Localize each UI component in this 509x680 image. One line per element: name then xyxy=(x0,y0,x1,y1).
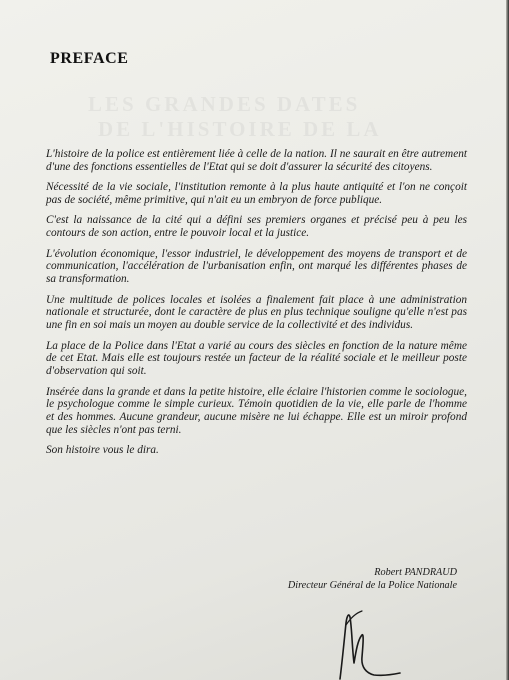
author-title: Directeur Général de la Police Nationale xyxy=(287,580,457,591)
paragraph: Nécessité de la vie sociale, l'institution remonte à la plus haute antiquité et l'on ne conçoit pas de société, même primitive, qui n'ait eu un embryon de force publique. xyxy=(46,181,467,206)
paragraph: La place de la Police dans l'Etat a varié au cours des siècles en fonction de la nature même de cet Etat. Mais elle est toujours restée un facteur de la réalité sociale et le meilleur poste d'observation qui soit. xyxy=(46,339,467,378)
paragraph: Son histoire vous le dira. xyxy=(46,444,159,457)
show-through-text xyxy=(98,117,382,142)
preface-body xyxy=(46,148,467,465)
signature-block xyxy=(288,566,457,592)
paragraph: Insérée dans la grande et dans la petite histoire, elle éclaire l'historien comme le sociologue, le psychologue comme le simple curieux. Témoin quotidien de la vie, elle parle de l'homme et des hommes. Aucune grandeur, aucune misère ne lui échappe. Elle est un miroir profond que les siècles n'ont pas terni. xyxy=(46,385,467,436)
paragraph: L'évolution économique, l'essor industriel, le développement des moyens de transport et de communication, l'accélération de l'urbanisation enfin, ont marqué les différentes phases de sa transformation. xyxy=(46,247,467,286)
handwritten-signature xyxy=(326,603,406,680)
paragraph: L'histoire de la police est entièrement liée à celle de la nation. Il ne saurait en être autrement d'une des fonctions essentielles de l'Etat qui se doit d'assurer la sécurité des citoyens. xyxy=(46,148,467,173)
show-through-text xyxy=(88,92,360,117)
page-title: PREFACE xyxy=(50,50,129,67)
paragraph: C'est la naissance de la cité qui a défini ses premiers organes et précisé peu à peu les contours de son action, entre le pouvoir local et la justice. xyxy=(46,214,467,240)
author-name: Robert PANDRAUD xyxy=(374,567,457,578)
paragraph: Une multitude de polices locales et isolées a finalement fait place à une administration nationale et structurée, dont le caractère de plus en plus technique souligne qu'elle n'est pas une fin en soi mais un moyen au double service de la collectivité et des individus. xyxy=(46,293,467,332)
